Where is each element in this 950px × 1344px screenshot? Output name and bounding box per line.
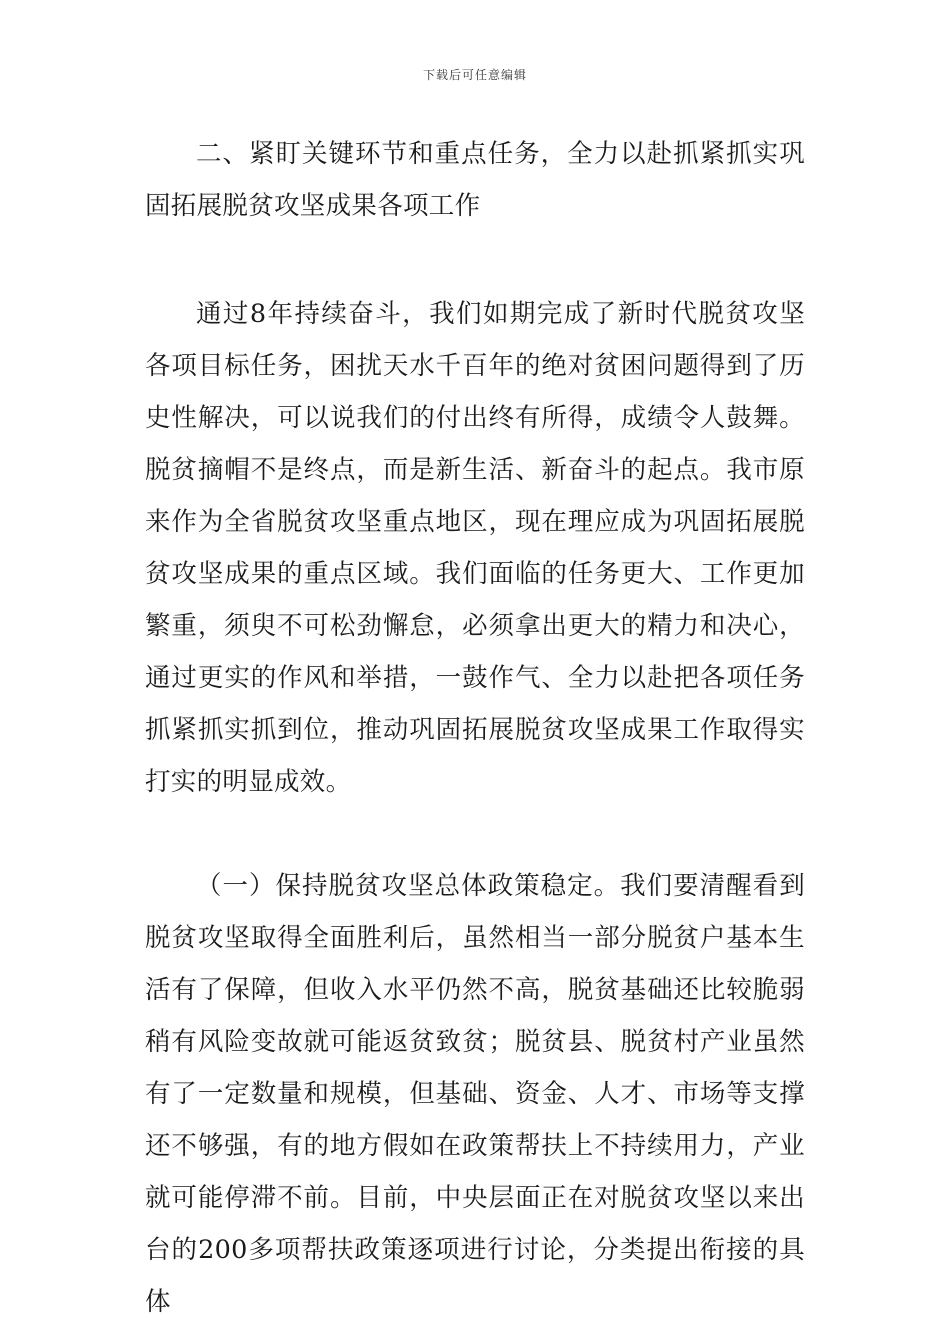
document-body: [145, 128, 805, 1328]
section-heading: 二、紧盯关键环节和重点任务，全力以赴抓紧抓实巩固拓展脱贫攻坚成果各项工作: [145, 139, 805, 221]
body-paragraph-2: （一）保持脱贫攻坚总体政策稳定。我们要清醒看到脱贫攻坚取得全面胜利后，虽然相当一部分脱贫户基本生活有了保障，但收入水平仍然不高，脱贫基础还比较脆弱稍有风险变故就可能返贫致贫；脱贫县、脱贫村产业虽然有了一定数量和规模，但基础、资金、人才、市场等支撑还不够强，有的地方假如在政策帮扶上不持续用力，产业就可能停滞不前。目前，中央层面正在对脱贫攻坚以来出台的200多项帮扶政策逐项进行讨论，分类提出衔接的具体: [145, 871, 805, 1317]
body-paragraph-1: 通过8年持续奋斗，我们如期完成了新时代脱贫攻坚各项目标任务，困扰天水千百年的绝对贫困问题得到了历史性解决，可以说我们的付出终有所得，成绩令人鼓舞。脱贫摘帽不是终点，而是新生活、新奋斗的起点。我市原来作为全省脱贫攻坚重点地区，现在理应成为巩固拓展脱贫攻坚成果的重点区域。我们面临的任务更大、工作更加繁重，须臾不可松劲懈怠，必须拿出更大的精力和决心，通过更实的作风和举措，一鼓作气、全力以赴把各项任务抓紧抓实抓到位，推动巩固拓展脱贫攻坚成果工作取得实打实的明显成效。: [145, 299, 805, 797]
page-header-note: 下载后可任意编辑: [422, 68, 527, 82]
